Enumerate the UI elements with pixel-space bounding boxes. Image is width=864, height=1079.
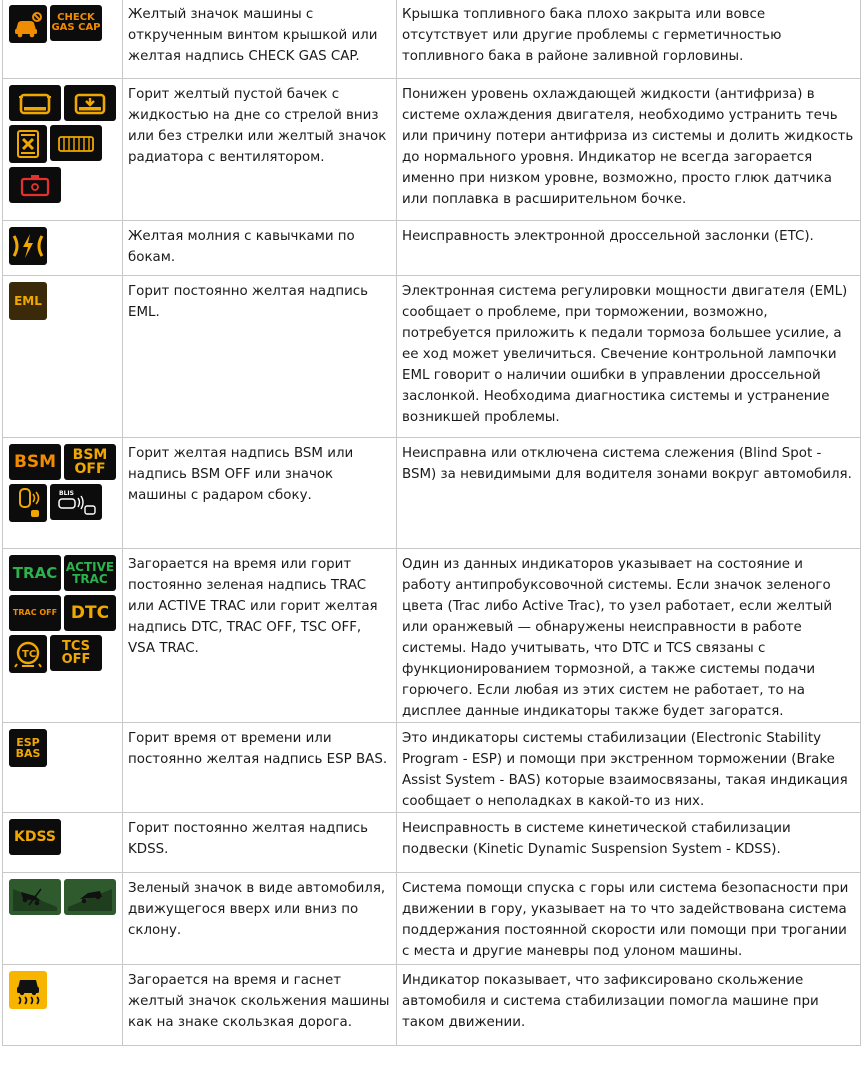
table-row bbox=[3, 723, 861, 813]
bsm-off-icon: BSM OFF bbox=[64, 444, 116, 480]
indicator-icons-cell bbox=[3, 813, 123, 873]
indicator-icons-cell bbox=[3, 438, 123, 549]
indicator-icons-cell bbox=[3, 873, 123, 965]
dtc-icon: DTC bbox=[64, 595, 116, 631]
indicator-meaning: Один из данных индикаторов указывает на состояние и работу антипробуксовочной системы. Если значок зеленого цвета (Trac либо Active Trac), то узел работает, если желтый или оранжевый — обнаружены неисправности в работе системы. Надо учитывать, что DTC и TCS связаны с функционированием тормозной, а также системы подачи горючего. Если любая из этих систем не работает, то на дисплее данные индикаторы также будет загоратся. bbox=[397, 549, 861, 723]
indicator-description: Горит желтый пустой бачек с жидкостью на дне со стрелой вниз или без стрелки или желтый значок радиатора с вентилятором. bbox=[123, 79, 397, 221]
coolant-tank-icon bbox=[9, 85, 61, 121]
indicator-meaning: Крышка топливного бака плохо закрыта или вовсе отсутствует или другие проблемы с герметичностью топливного бака в районе заливной горловины. bbox=[397, 0, 861, 79]
trac-icon: TRAC bbox=[9, 555, 61, 591]
table-row bbox=[3, 0, 861, 79]
indicator-description: Горит постоянно желтая надпись EML. bbox=[123, 276, 397, 438]
hill-descent-car-icon bbox=[9, 879, 61, 915]
indicator-description: Загорается на время или горит постоянно зеленая надпись TRAC или ACTIVE TRAC или горит желтая надпись DTC, TRAC OFF, TSC OFF, VSA TRAC. bbox=[123, 549, 397, 723]
indicator-meaning: Неисправность электронной дроссельной заслонки (ETC). bbox=[397, 221, 861, 276]
kdss-icon: KDSS bbox=[9, 819, 61, 855]
table-row bbox=[3, 79, 861, 221]
svg-text:TC: TC bbox=[22, 649, 37, 660]
table-row bbox=[3, 438, 861, 549]
esp-bas-icon: ESP BAS bbox=[9, 729, 47, 767]
coolant-tank-arrow-icon bbox=[64, 85, 116, 121]
table-row bbox=[3, 813, 861, 873]
svg-text:BLIS: BLIS bbox=[59, 490, 74, 497]
indicator-icons-cell bbox=[3, 965, 123, 1046]
indicator-meaning: Неисправна или отключена система слежения (Blind Spot - BSM) за невидимыми для водителя зонами вокруг автомобиля. bbox=[397, 438, 861, 549]
table-row bbox=[3, 549, 861, 723]
indicator-meaning: Индикатор показывает, что зафиксировано скольжение автомобиля и система стабилизации помогла машине при таком движении. bbox=[397, 965, 861, 1046]
indicator-description: Горит время от времени или постоянно желтая надпись ESP BAS. bbox=[123, 723, 397, 813]
indicator-description: Желтый значок машины с открученным винтом крышкой или желтая надпись CHECK GAS CAP. bbox=[123, 0, 397, 79]
radiator-icon bbox=[50, 125, 102, 161]
table-row bbox=[3, 965, 861, 1046]
fuel-cap-car-icon bbox=[9, 5, 47, 43]
trac-off-icon: TRAC OFF bbox=[9, 595, 61, 631]
hill-start-car-icon bbox=[64, 879, 116, 915]
indicator-description: Горит желтая надпись BSM или надпись BSM OFF или значок машины с радаром сбоку. bbox=[123, 438, 397, 549]
check-gas-cap-icon: CHECK GAS CAP bbox=[50, 5, 102, 41]
indicator-description: Горит постоянно желтая надпись KDSS. bbox=[123, 813, 397, 873]
throttle-lightning-icon bbox=[9, 227, 47, 265]
blind-spot-car-icon bbox=[9, 484, 47, 522]
indicator-meaning: Понижен уровень охлаждающей жидкости (антифриза) в системе охлаждения двигателя, необходимо устранить течь или причину потери антифриза из системы и долить жидкость до нормального уровня. Индикатор не всегда загорается именно при низком уровне, возможно, просто глюк датчика или поплавка в расширительном бочке. bbox=[397, 79, 861, 221]
traction-control-icon bbox=[9, 635, 47, 673]
table-row bbox=[3, 221, 861, 276]
active-trac-icon: ACTIVE TRAC bbox=[64, 555, 116, 591]
table-body bbox=[3, 0, 861, 1046]
indicator-description: Зеленый значок в виде автомобиля, движущегося вверх или вниз по склону. bbox=[123, 873, 397, 965]
tcs-off-icon: TCS OFF bbox=[50, 635, 102, 671]
indicator-icons-cell bbox=[3, 276, 123, 438]
indicator-meaning: Электронная система регулировки мощности двигателя (EML) сообщает о проблеме, при торможении, возможно, потребуется приложить к педали тормоза большее усилие, а ее ход может увеличиться. Свечение контрольной лампочки EML говорит о наличии ошибки в управлении дроссельной заслонкой. Необходима диагностика системы и устранение возникшей проблемы. bbox=[397, 276, 861, 438]
indicator-icons-cell bbox=[3, 549, 123, 723]
coolant-tank-red-icon bbox=[9, 167, 61, 203]
indicator-icons-cell bbox=[3, 79, 123, 221]
indicator-icons-cell bbox=[3, 723, 123, 813]
indicator-meaning: Неисправность в системе кинетической стабилизации подвески (Kinetic Dynamic Suspension System - KDSS). bbox=[397, 813, 861, 873]
eml-icon: EML bbox=[9, 282, 47, 320]
skidding-car-icon bbox=[9, 971, 47, 1009]
radiator-fan-icon bbox=[9, 125, 47, 163]
bsm-icon: BSM bbox=[9, 444, 61, 480]
indicator-meaning: Система помощи спуска с горы или система безопасности при движении в гору, указывает на то что задействована система поддержания постоянной скорости или помощи при трогании с места и другие маневры под улоном машины. bbox=[397, 873, 861, 965]
indicator-icons-cell bbox=[3, 0, 123, 79]
table-row bbox=[3, 873, 861, 965]
indicator-description: Желтая молния с кавычками по бокам. bbox=[123, 221, 397, 276]
indicator-icons-cell bbox=[3, 221, 123, 276]
table-row bbox=[3, 276, 861, 438]
warning-lights-table bbox=[2, 0, 861, 1046]
indicator-description: Загорается на время и гаснет желтый значок скольжения машины как на знаке скользкая дорога. bbox=[123, 965, 397, 1046]
indicator-meaning: Это индикаторы системы стабилизации (Electronic Stability Program - ESP) и помощи при экстренном торможении (Brake Assist System - BAS) которые взаимосвязаны, такая индикация сообщает о неполадках в какой-то из них. bbox=[397, 723, 861, 813]
blis-icon bbox=[50, 484, 102, 520]
